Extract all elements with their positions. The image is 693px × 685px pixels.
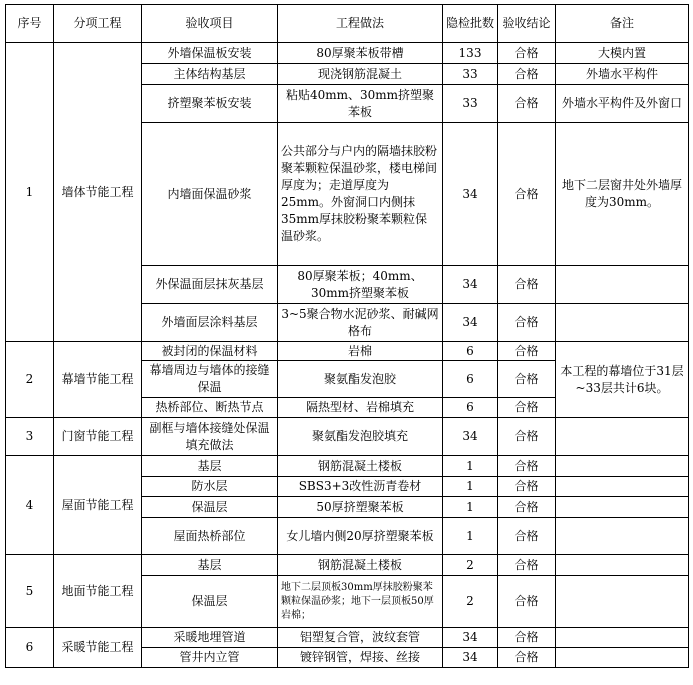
method-cell: 3~5聚合物水泥砂浆、耐碱网格布 (278, 304, 443, 342)
item-cell: 热桥部位、断热节点 (142, 398, 278, 418)
item-cell: 采暖地埋管道 (142, 628, 278, 648)
item-cell: 保温层 (142, 576, 278, 628)
result-cell: 合格 (498, 628, 556, 648)
result-cell: 合格 (498, 497, 556, 518)
table-row (6, 418, 689, 456)
method-cell: 钢筋混凝土楼板 (278, 456, 443, 477)
result-cell: 合格 (498, 456, 556, 477)
method-cell: 地下二层顶板30mm厚抹胶粉聚苯颗粒保温砂浆；地下一层顶板50厚岩棉； (278, 576, 443, 628)
result-cell: 合格 (498, 85, 556, 123)
row-number: 5 (6, 555, 54, 628)
note-cell (556, 497, 689, 518)
note-cell (556, 456, 689, 477)
header-method: 工程做法 (278, 5, 443, 43)
method-cell: 隔热型材、岩棉填充 (278, 398, 443, 418)
item-cell: 基层 (142, 456, 278, 477)
note-cell (556, 628, 689, 648)
item-cell: 外墙面层涂料基层 (142, 304, 278, 342)
method-cell: 50厚挤塑聚苯板 (278, 497, 443, 518)
count-cell: 6 (443, 398, 498, 418)
item-cell: 保温层 (142, 497, 278, 518)
section-name: 墙体节能工程 (54, 43, 142, 342)
result-cell: 合格 (498, 555, 556, 576)
table-row (6, 555, 689, 576)
item-cell: 挤塑聚苯板安装 (142, 85, 278, 123)
note-cell (556, 304, 689, 342)
note-cell: 外墙水平构件及外窗口 (556, 85, 689, 123)
result-cell: 合格 (498, 398, 556, 418)
note-cell (556, 648, 689, 668)
count-cell: 133 (443, 43, 498, 64)
count-cell: 2 (443, 555, 498, 576)
header-count: 隐检批数 (443, 5, 498, 43)
count-cell: 1 (443, 456, 498, 477)
table-row (6, 43, 689, 64)
result-cell: 合格 (498, 576, 556, 628)
row-number: 6 (6, 628, 54, 668)
method-cell: 聚氨酯发泡胶 (278, 361, 443, 398)
result-cell: 合格 (498, 361, 556, 398)
row-number: 3 (6, 418, 54, 456)
count-cell: 6 (443, 361, 498, 398)
item-cell: 管井内立管 (142, 648, 278, 668)
row-number: 1 (6, 43, 54, 342)
section-name: 屋面节能工程 (54, 456, 142, 555)
table-row (6, 628, 689, 648)
header-note: 备注 (556, 5, 689, 43)
note-cell (556, 418, 689, 456)
note-cell (556, 555, 689, 576)
item-cell: 副框与墙体接缝处保温填充做法 (142, 418, 278, 456)
result-cell: 合格 (498, 266, 556, 304)
note-cell (556, 477, 689, 497)
count-cell: 33 (443, 85, 498, 123)
note-cell: 地下二层窗井处外墙厚度为30mm。 (556, 123, 689, 266)
count-cell: 34 (443, 304, 498, 342)
result-cell: 合格 (498, 304, 556, 342)
acceptance-table (5, 4, 689, 668)
header-item: 验收项目 (142, 5, 278, 43)
count-cell: 34 (443, 266, 498, 304)
item-cell: 主体结构基层 (142, 64, 278, 85)
count-cell: 34 (443, 123, 498, 266)
method-cell: 粘贴40mm、30mm挤塑聚苯板 (278, 85, 443, 123)
method-cell: 钢筋混凝土楼板 (278, 555, 443, 576)
item-cell: 屋面热桥部位 (142, 518, 278, 555)
item-cell: 外墙保温板安装 (142, 43, 278, 64)
note-cell (556, 576, 689, 628)
count-cell: 34 (443, 628, 498, 648)
method-cell: 现浇钢筋混凝土 (278, 64, 443, 85)
section-name: 幕墙节能工程 (54, 342, 142, 418)
note-cell (556, 518, 689, 555)
note-cell: 大模内置 (556, 43, 689, 64)
method-cell: 镀锌钢管，焊接、丝接 (278, 648, 443, 668)
result-cell: 合格 (498, 342, 556, 361)
section-name: 地面节能工程 (54, 555, 142, 628)
item-cell: 防水层 (142, 477, 278, 497)
row-number: 4 (6, 456, 54, 555)
count-cell: 6 (443, 342, 498, 361)
count-cell: 2 (443, 576, 498, 628)
count-cell: 34 (443, 648, 498, 668)
method-cell: 80厚聚苯板；40mm、30mm挤塑聚苯板 (278, 266, 443, 304)
result-cell: 合格 (498, 477, 556, 497)
section-name: 门窗节能工程 (54, 418, 142, 456)
count-cell: 33 (443, 64, 498, 85)
count-cell: 1 (443, 518, 498, 555)
header-no: 序号 (6, 5, 54, 43)
item-cell: 内墙面保温砂浆 (142, 123, 278, 266)
item-cell: 外保温面层抹灰基层 (142, 266, 278, 304)
method-cell: 聚氨酯发泡胶填充 (278, 418, 443, 456)
method-cell: 80厚聚苯板带槽 (278, 43, 443, 64)
count-cell: 1 (443, 477, 498, 497)
note-cell (556, 266, 689, 304)
row-number: 2 (6, 342, 54, 418)
item-cell: 被封闭的保温材料 (142, 342, 278, 361)
result-cell: 合格 (498, 418, 556, 456)
header-row (6, 5, 689, 43)
result-cell: 合格 (498, 64, 556, 85)
item-cell: 幕墙周边与墙体的接缝保温 (142, 361, 278, 398)
result-cell: 合格 (498, 648, 556, 668)
method-cell: SBS3+3改性沥青卷材 (278, 477, 443, 497)
table-row (6, 456, 689, 477)
result-cell: 合格 (498, 123, 556, 266)
method-cell: 女儿墙内侧20厚挤塑聚苯板 (278, 518, 443, 555)
note-cell: 本工程的幕墙位于31层~33层共计6块。 (556, 342, 689, 418)
method-cell: 岩棉 (278, 342, 443, 361)
result-cell: 合格 (498, 518, 556, 555)
count-cell: 1 (443, 497, 498, 518)
section-name: 采暖节能工程 (54, 628, 142, 668)
method-cell: 公共部分与户内的隔墙抹胶粉聚苯颗粒保温砂浆，楼电梯间厚度为；走道厚度为25mm。外窗洞口内侧抹35mm厚抹胶粉聚苯颗粒保温砂浆。 (278, 123, 443, 266)
method-cell: 铝塑复合管，波纹套管 (278, 628, 443, 648)
table-row (6, 342, 689, 361)
header-result: 验收结论 (498, 5, 556, 43)
item-cell: 基层 (142, 555, 278, 576)
count-cell: 34 (443, 418, 498, 456)
header-section: 分项工程 (54, 5, 142, 43)
note-cell: 外墙水平构件 (556, 64, 689, 85)
result-cell: 合格 (498, 43, 556, 64)
